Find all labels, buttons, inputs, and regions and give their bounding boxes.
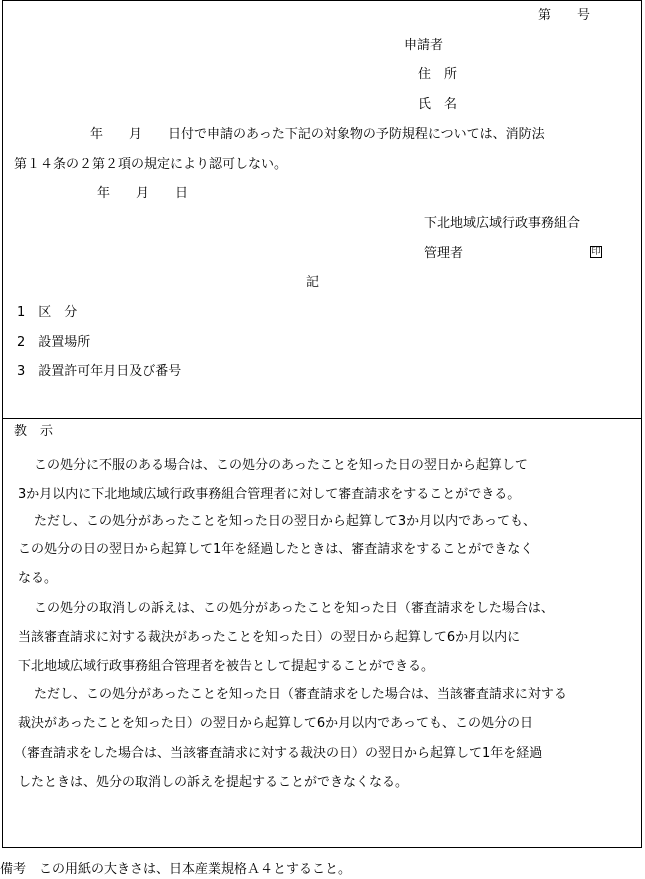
issuer-organization: 下北地域広域行政事務組合 xyxy=(424,216,581,231)
instruction-line: この処分に不服のある場合は、この処分のあったことを知った日の翌日から起算して xyxy=(34,458,528,473)
address-label: 住 所 xyxy=(418,67,458,82)
instruction-line: この処分の日の翌日から起算して1年を経過したときは、審査請求をすることができなく xyxy=(18,542,534,557)
record-item-3: 3 設置許可年月日及び番号 xyxy=(17,364,182,379)
document-number: 第 号 xyxy=(538,8,591,23)
instruction-line: ただし、この処分があったことを知った日の翌日から起算して3か月以内であっても、 xyxy=(34,514,537,529)
body-line-1: 年 月 日付で申請のあった下記の対象物の予防規程については、消防法 xyxy=(90,127,545,142)
record-item-2: 2 設置場所 xyxy=(17,335,91,350)
applicant-label: 申請者 xyxy=(404,38,444,53)
instruction-line: したときは、処分の取消しの訴えを提起することができなくなる。 xyxy=(18,775,409,790)
section-divider xyxy=(3,418,641,419)
seal-mark: 印 xyxy=(591,247,601,257)
instruction-heading: 教 示 xyxy=(14,424,54,439)
instruction-line: この処分の取消しの訴えは、この処分があったことを知った日（審査請求をした場合は、 xyxy=(34,601,554,616)
record-item-1: 1 区 分 xyxy=(17,305,78,320)
decision-date: 年 月 日 xyxy=(97,186,189,201)
body-line-2: 第１４条の２第２項の規定により認可しない。 xyxy=(14,157,288,172)
instruction-line: （審査請求をした場合は、当該審査請求に対する裁決の日）の翌日から起算して1年を経過 xyxy=(14,746,543,761)
name-label: 氏 名 xyxy=(418,97,458,112)
instruction-line: ただし、この処分があったことを知った日（審査請求をした場合は、当該審査請求に対する xyxy=(34,687,567,702)
record-heading: 記 xyxy=(306,275,320,290)
instruction-line: 裁決があったことを知った日）の翌日から起算して6か月以内であっても、この処分の日 xyxy=(18,716,534,731)
instruction-line: 当該審査請求に対する裁決があったことを知った日）の翌日から起算して6か月以内に xyxy=(18,630,521,645)
issuer-title: 管理者 xyxy=(424,246,464,261)
instruction-line: なる。 xyxy=(18,571,58,586)
remarks-note: 備考 この用紙の大きさは、日本産業規格Ａ４とすること。 xyxy=(0,862,352,877)
instruction-line: 下北地域広域行政事務組合管理者を被告として提起することができる。 xyxy=(18,659,435,674)
instruction-line: 3か月以内に下北地域広域行政事務組合管理者に対して審査請求をすることができる。 xyxy=(18,487,521,502)
